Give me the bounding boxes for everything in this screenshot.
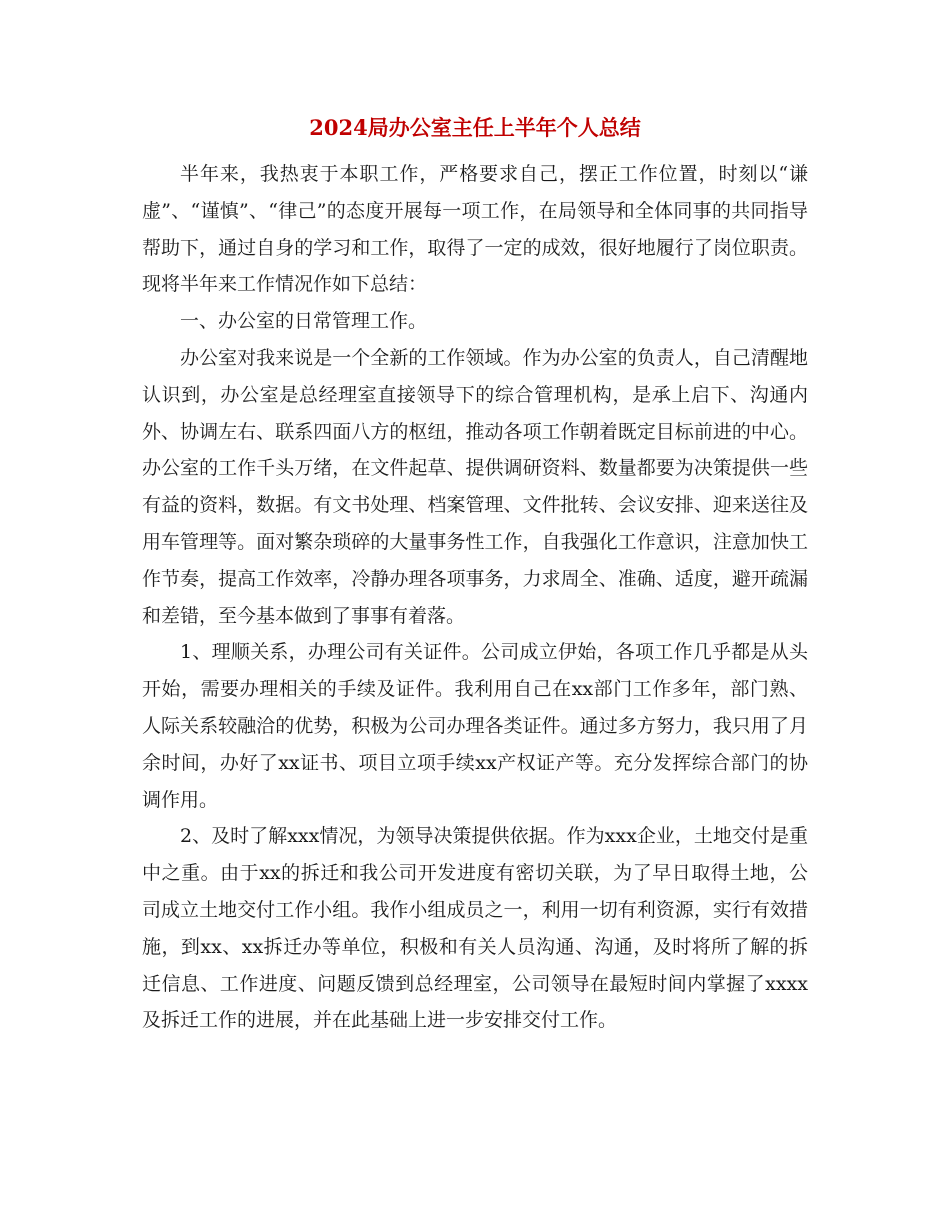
section-heading-1: 一、办公室的日常管理工作。 [180,310,428,333]
paragraph-item-2: 2、及时了解xxx情况，为领导决策提供依据。作为xxx企业，土地交付是重中之重。由于xx的拆迁和我公司开发进度有密切关联，为了早日取得土地，公司成立土地交付工作小组。我作小组成员之一，利用一切有利资源，实行有效措施，到xx、xx拆迁办等单位，积极和有关人员沟通、沟通，及时将所了解的拆迁信息、工作进度、问题反馈到总经理室，公司领导在最短时间内掌握了xxxx及拆迁工作的进展，并在此基础上进一步安排交付工作。 [142,825,808,1032]
paragraph-office-role: 办公室对我来说是一个全新的工作领域。作为办公室的负责人，自己清醒地认识到，办公室是总经理室直接领导下的综合管理机构，是承上启下、沟通内外、协调左右、联系四面八方的枢纽，推动各项工作朝着既定目标前进的中心。办公室的工作千头万绪，在文件起草、提供调研资料、数量都要为决策提供一些有益的资料，数据。有文书处理、档案管理、文件批转、会议安排、迎来送往及用车管理等。面对繁杂琐碎的大量事务性工作，自我强化工作意识，注意加快工作节奏，提高工作效率，冷静办理各项事务，力求周全、准确、适度，避开疏漏和差错，至今基本做到了事事有着落。 [142,346,808,627]
document-body [142,156,808,1039]
document-title: 2024局办公室主任上半年个人总结 [309,115,641,140]
paragraph-item-1: 1、理顺关系，办理公司有关证件。公司成立伊始，各项工作几乎都是从头开始，需要办理相关的手续及证件。我利用自己在xx部门工作多年，部门熟、人际关系较融洽的优势，积极为公司办理各类证件。通过多方努力，我只用了月余时间，办好了xx证书、项目立项手续xx产权证产等。充分发挥综合部门的协调作用。 [142,641,808,811]
paragraph-intro: 半年来，我热衷于本职工作，严格要求自己，摆正工作位置，时刻以“谦虚”、“谨慎”、“律己”的态度开展每一项工作，在局领导和全体同事的共同指导帮助下，通过自身的学习和工作，取得了一定的成效，很好地履行了岗位职责。现将半年来工作情况作如下总结： [142,163,808,296]
